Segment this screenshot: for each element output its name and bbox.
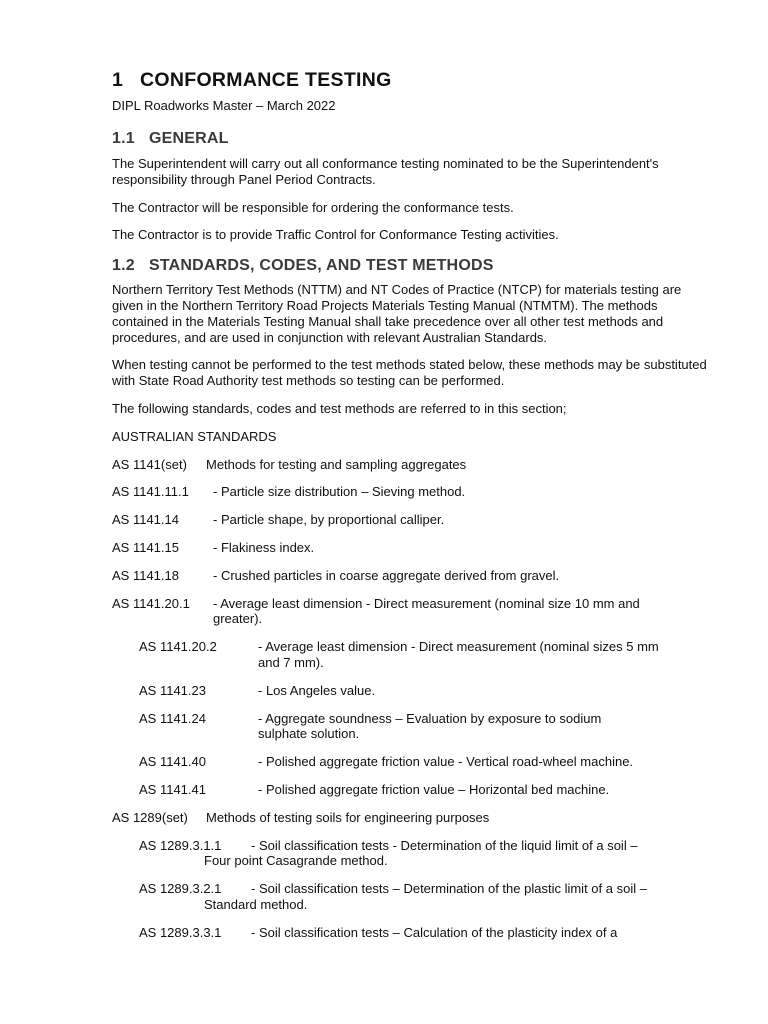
standard-code: AS 1141.20.1 bbox=[112, 595, 190, 611]
heading-1 bbox=[112, 66, 712, 94]
standard-description: - Crushed particles in coarse aggregate derived from gravel. bbox=[213, 567, 560, 583]
standards-paragraph-1: Northern Territory Test Methods (NTTM) and NT Codes of Practice (NTCP) for materials testing are given in the Northern Territory Road Projects Materials Testing Manual (NTMTM). The methods contained in the Materials Testing Manual shall take precedence over all other test methods and procedures, and are used in conjunction with relevant Australian Standards. bbox=[112, 282, 682, 345]
standard-description: - Soil classification tests – Calculation of the plasticity index of a bbox=[251, 924, 618, 940]
standard-item bbox=[112, 512, 712, 528]
standard-item bbox=[112, 639, 712, 671]
standard-item bbox=[112, 568, 712, 584]
general-paragraph-1: The Superintendent will carry out all conformance testing nominated to be the Superintendent's responsibility through Panel Period Contracts. bbox=[112, 156, 659, 187]
standard-code: AS 1141(set) bbox=[112, 456, 187, 472]
standard-code: AS 1141.11.1 bbox=[112, 484, 189, 500]
standard-item bbox=[112, 683, 712, 699]
standard-item bbox=[112, 925, 664, 941]
general-paragraph-3: The Contractor is to provide Traffic Control for Conformance Testing activities. bbox=[112, 227, 559, 243]
standards-paragraph-2: When testing cannot be performed to the test methods stated below, these methods may be substituted with State Road Authority test methods so testing can be performed. bbox=[112, 357, 707, 389]
heading-standards bbox=[112, 256, 712, 276]
heading-standards-number: 1.2 bbox=[112, 257, 135, 275]
heading-standards-title: STANDARDS, CODES, AND TEST METHODS bbox=[149, 257, 494, 275]
standard-code: AS 1141.15 bbox=[112, 539, 179, 555]
standard-description: - Soil classification tests – Determination of the plastic limit of a soil – Standard method. bbox=[204, 881, 647, 912]
standard-code: AS 1289.3.2.1 bbox=[139, 881, 222, 897]
standard-code: AS 1141.23 bbox=[139, 682, 206, 698]
standard-item bbox=[112, 484, 712, 500]
standard-description: - Soil classification tests - Determination of the liquid limit of a soil – Four point Casagrande method. bbox=[204, 837, 638, 869]
heading-general bbox=[112, 129, 712, 149]
standard-description: - Polished aggregate friction value - Vertical road-wheel machine. bbox=[258, 754, 634, 770]
standard-set-as1289 bbox=[112, 810, 712, 826]
standard-code: AS 1141.20.2 bbox=[139, 639, 217, 655]
heading-general-title: GENERAL bbox=[149, 130, 229, 147]
standard-item bbox=[112, 881, 664, 913]
standard-code: AS 1289.3.3.1 bbox=[139, 924, 222, 940]
standard-description: - Particle shape, by proportional calliper. bbox=[213, 512, 445, 528]
heading-1-title: CONFORMANCE TESTING bbox=[140, 69, 392, 91]
document-page bbox=[112, 66, 712, 941]
standard-hanging-entry bbox=[139, 925, 664, 941]
standard-item bbox=[112, 782, 712, 798]
standard-code: AS 1141.24 bbox=[139, 710, 206, 726]
standard-item bbox=[112, 838, 664, 870]
standard-description: - Aggregate soundness – Evaluation by exposure to sodium sulphate solution. bbox=[258, 710, 602, 742]
standards-paragraph-3: The following standards, codes and test methods are referred to in this section; bbox=[112, 400, 567, 416]
standard-item bbox=[112, 596, 712, 628]
standard-code: AS 1289(set) bbox=[112, 809, 188, 825]
standard-item bbox=[112, 754, 712, 770]
document-subtitle: DIPL Roadworks Master – March 2022 bbox=[112, 98, 336, 113]
standard-description: - Los Angeles value. bbox=[258, 682, 376, 698]
standard-description: - Polished aggregate friction value – Horizontal bed machine. bbox=[258, 781, 610, 797]
standard-description: - Particle size distribution – Sieving method. bbox=[213, 484, 466, 500]
standard-code: AS 1141.14 bbox=[112, 512, 179, 528]
standard-hanging-entry bbox=[139, 838, 664, 870]
standard-description: - Flakiness index. bbox=[213, 539, 315, 555]
standard-hanging-entry bbox=[139, 881, 664, 913]
general-paragraph-2: The Contractor will be responsible for ordering the conformance tests. bbox=[112, 199, 514, 215]
heading-1-number: 1 bbox=[112, 69, 124, 91]
standard-item bbox=[112, 711, 712, 743]
standard-description: Methods of testing soils for engineering purposes bbox=[206, 809, 490, 825]
standard-set-as1141 bbox=[112, 457, 712, 473]
australian-standards-heading: AUSTRALIAN STANDARDS bbox=[112, 428, 277, 444]
standard-description: - Average least dimension - Direct measurement (nominal sizes 5 mm and 7 mm). bbox=[258, 639, 659, 670]
standard-code: AS 1141.40 bbox=[139, 754, 206, 770]
standard-code: AS 1141.18 bbox=[112, 567, 179, 583]
standard-description: Methods for testing and sampling aggregates bbox=[206, 456, 467, 472]
standard-code: AS 1141.41 bbox=[139, 781, 206, 797]
heading-general-number: 1.1 bbox=[112, 130, 135, 147]
standard-item bbox=[112, 540, 712, 556]
standard-code: AS 1289.3.1.1 bbox=[139, 837, 222, 853]
standard-description: - Average least dimension - Direct measurement (nominal size 10 mm and greater). bbox=[213, 595, 640, 627]
